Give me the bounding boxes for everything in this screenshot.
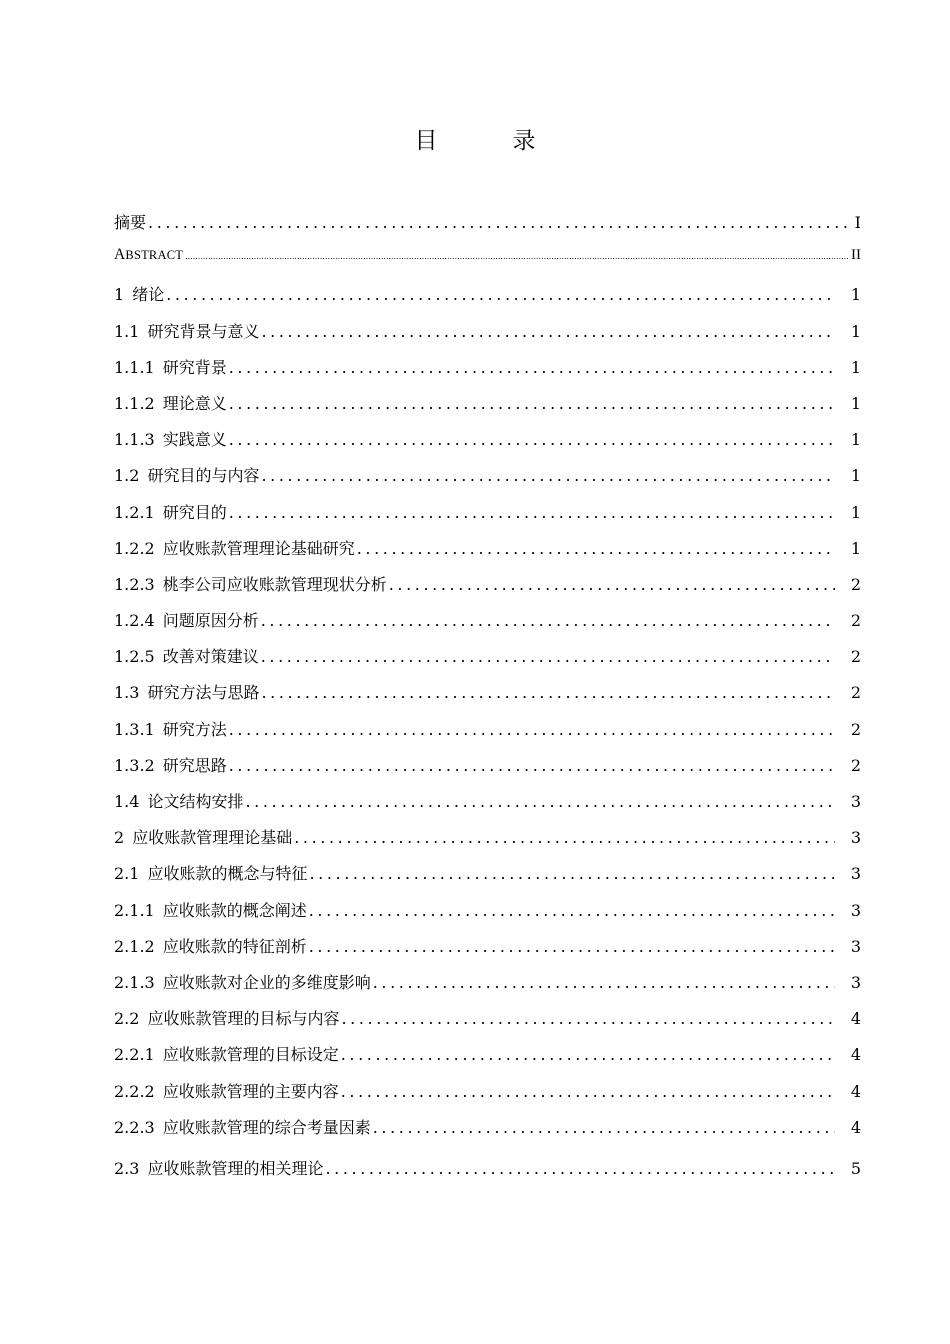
toc-entry[interactable] (114, 572, 861, 608)
toc-entry[interactable] (114, 861, 861, 897)
toc-entry-number: 2.2.3 (114, 1117, 155, 1137)
toc-entry[interactable] (114, 680, 861, 716)
toc-entry-number: 2 (114, 828, 125, 848)
toc-entry-label (114, 644, 259, 667)
toc-entry-text: 应收账款管理的相关理论 (147, 1158, 324, 1178)
toc-entry-abstract-en[interactable] (114, 246, 861, 282)
toc-entry-number: 1 (114, 285, 125, 305)
toc-leader-dots (309, 864, 835, 883)
toc-entry-number: 2.2 (114, 1009, 140, 1029)
toc-entry-number: 1.1.1 (114, 357, 155, 377)
toc-entry-text: 研究方法与思路 (147, 683, 260, 703)
toc-leader-dots (373, 973, 835, 992)
toc-entry-label (114, 1006, 339, 1029)
toc-entry-number: 1.1.3 (114, 430, 155, 450)
toc-page-number: 1 (850, 357, 861, 377)
toc-entry-text: 改善对策建议 (162, 647, 259, 667)
toc-entry-label (114, 789, 243, 812)
toc-leader-dots (341, 1009, 835, 1028)
toc-entry-number: 1.3.1 (114, 719, 155, 739)
toc-entry-text: 应收账款对企业的多维度影响 (162, 972, 371, 992)
table-of-contents (114, 210, 861, 1192)
toc-entry-number: 1.2.1 (114, 502, 155, 522)
toc-page-number: 3 (850, 900, 861, 920)
toc-page-number: 2 (850, 683, 861, 703)
toc-entry-label (114, 572, 387, 595)
toc-entry-label (114, 536, 355, 559)
toc-entry-label: 摘要 (114, 213, 147, 232)
toc-leader-dots (341, 1045, 835, 1064)
toc-entry-text: 应收账款的概念阐述 (162, 900, 307, 920)
toc-entry-label (114, 934, 307, 957)
toc-entry-label (114, 1042, 339, 1065)
toc-page-number: 2 (850, 719, 861, 739)
toc-entry[interactable] (114, 1115, 861, 1151)
toc-leader-dots (261, 647, 835, 666)
toc-entry[interactable] (114, 898, 861, 934)
toc-entry-label (114, 355, 227, 378)
toc-page-number: 4 (850, 1117, 861, 1137)
toc-entry[interactable] (114, 753, 861, 789)
toc-page-number: 3 (850, 864, 861, 884)
toc-entry-text: 实践意义 (162, 430, 227, 450)
toc-entry-label (114, 1156, 323, 1179)
toc-entry-number: 2.3 (114, 1158, 140, 1178)
toc-leader-dots (357, 539, 835, 558)
toc-entry-label (114, 282, 164, 305)
toc-entry-number: 2.2.2 (114, 1081, 155, 1101)
toc-entry[interactable] (114, 319, 861, 355)
toc-entry-text: 应收账款管理理论基础 (132, 828, 293, 848)
toc-entry[interactable] (114, 1079, 861, 1115)
toc-entry-label (114, 680, 259, 703)
toc-entry-number: 1.4 (114, 792, 140, 811)
toc-leader-dots (229, 358, 835, 377)
toc-entry-text: 问题原因分析 (162, 611, 259, 631)
toc-entry[interactable] (114, 1042, 861, 1078)
toc-page-number: 5 (850, 1158, 861, 1178)
toc-page-number: 1 (850, 321, 861, 341)
toc-page-number: I (854, 213, 861, 232)
toc-leader-dots (166, 285, 835, 304)
toc-entry[interactable] (114, 934, 861, 970)
toc-entry[interactable] (114, 1006, 861, 1042)
toc-leader-dots (389, 575, 835, 594)
toc-entry-number: 1.2.5 (114, 647, 155, 667)
toc-entry-number: 2.1.3 (114, 972, 155, 992)
toc-entry-text: 应收账款管理的目标与内容 (147, 1009, 340, 1029)
toc-leader-dots (261, 466, 835, 485)
toc-page-number: 4 (850, 1009, 861, 1029)
toc-entry-text: 研究方法 (162, 719, 227, 739)
toc-entry-text: 应收账款的概念与特征 (147, 864, 308, 884)
toc-entry-text: 桃李公司应收账款管理现状分析 (162, 574, 387, 594)
toc-leader-dots (229, 720, 835, 739)
toc-leader-dots (373, 1118, 835, 1137)
toc-page-number: 1 (850, 430, 861, 450)
toc-page-number: 1 (850, 538, 861, 558)
toc-entry-label (114, 608, 259, 631)
toc-page-number: 1 (850, 502, 861, 522)
toc-entry-label-rest: BSTRACT (125, 248, 184, 263)
toc-entry-text: 论文结构安排 (147, 792, 244, 811)
toc-page-number: 3 (850, 828, 861, 848)
toc-entry-text: 应收账款管理的主要内容 (162, 1081, 339, 1101)
toc-page-number: 1 (850, 466, 861, 486)
toc-entry-text: 应收账款的特征剖析 (162, 936, 307, 956)
toc-leader-dots (341, 1082, 835, 1101)
toc-entry-label (114, 1115, 371, 1138)
toc-leader-dots (261, 683, 835, 702)
toc-entry-text: 研究目的与内容 (147, 466, 260, 486)
toc-entry[interactable] (114, 427, 861, 463)
toc-entry-label (114, 463, 259, 486)
toc-entry-number: 2.1.2 (114, 936, 155, 956)
toc-entry-number: 1.1 (114, 321, 140, 341)
toc-entry-text: 理论意义 (162, 393, 227, 413)
toc-entry-label (114, 1079, 339, 1102)
toc-entry-text: 研究思路 (162, 755, 227, 775)
toc-entry-label (114, 717, 227, 740)
toc-entry-label (114, 753, 227, 776)
toc-entry[interactable] (114, 282, 861, 318)
toc-page-number: 3 (850, 972, 861, 992)
toc-entry[interactable] (114, 717, 861, 753)
toc-page-number: 1 (850, 393, 861, 413)
toc-entry-label (114, 898, 307, 921)
toc-page-number: 2 (850, 755, 861, 775)
toc-entry-label (114, 246, 183, 264)
toc-leader-dots (229, 430, 835, 449)
toc-entry-number: 1.2.4 (114, 611, 155, 631)
toc-entry[interactable] (114, 970, 861, 1006)
toc-entry-label (114, 861, 307, 884)
toc-entry[interactable] (114, 500, 861, 536)
toc-entry-label (114, 825, 292, 848)
toc-entry[interactable] (114, 825, 861, 861)
toc-entry-label (114, 970, 371, 993)
toc-page-number: 3 (850, 792, 861, 811)
toc-entry[interactable] (114, 644, 861, 680)
toc-leader-dots (309, 937, 835, 956)
toc-entry-label (114, 391, 227, 414)
toc-entry-number: 1.2 (114, 466, 140, 486)
toc-entry-text: 研究背景与意义 (147, 321, 260, 341)
toc-entry-number: 2.1.1 (114, 900, 155, 920)
toc-entry[interactable] (114, 355, 861, 391)
toc-entry-abstract-cn[interactable] (114, 210, 861, 246)
toc-leader-dots (294, 828, 835, 847)
toc-leader-dots (229, 503, 835, 522)
toc-entry-number: 2.1 (114, 864, 140, 884)
toc-page-number: 1 (850, 285, 861, 305)
toc-entry-text: 应收账款管理的目标设定 (162, 1045, 339, 1065)
toc-leader-dots (245, 792, 835, 811)
toc-leader-dots (229, 756, 835, 775)
toc-page-number: 3 (850, 936, 861, 956)
toc-entry-label (114, 319, 259, 342)
toc-leader-dots (325, 1159, 835, 1178)
toc-page-number: 2 (850, 647, 861, 667)
toc-page-number: 4 (850, 1081, 861, 1101)
toc-entry[interactable] (114, 536, 861, 572)
toc-entry-text: 研究背景 (162, 357, 227, 377)
toc-title: 目 录 (414, 128, 562, 154)
toc-entry-text: 应收账款管理理论基础研究 (162, 538, 355, 558)
toc-entry-number: 1.3.2 (114, 755, 155, 775)
toc-leader-dots (229, 394, 835, 413)
toc-leader-dots (309, 901, 835, 920)
toc-entry-label (114, 427, 227, 450)
toc-entry-number: 1.1.2 (114, 393, 155, 413)
toc-entry-label (114, 500, 227, 523)
toc-leader-dots (261, 611, 835, 630)
toc-page-number: 2 (850, 574, 861, 594)
toc-leader-dots (148, 213, 853, 232)
toc-entry-text: 研究目的 (162, 502, 227, 522)
toc-page-number: II (851, 247, 861, 264)
toc-entry-text: 应收账款管理的综合考量因素 (162, 1117, 371, 1137)
toc-entry[interactable] (114, 789, 861, 825)
toc-entry[interactable] (114, 463, 861, 499)
toc-leader-dots (185, 252, 849, 261)
toc-entry[interactable] (114, 391, 861, 427)
toc-entry-number: 2.2.1 (114, 1045, 155, 1065)
toc-entry[interactable] (114, 1156, 861, 1192)
toc-page-number: 2 (850, 611, 861, 631)
toc-entry-number: 1.2.3 (114, 574, 155, 594)
toc-entry-text: 绪论 (132, 285, 165, 305)
toc-entry[interactable] (114, 608, 861, 644)
toc-page-number: 4 (850, 1045, 861, 1065)
toc-entry-label-initial: A (114, 246, 126, 264)
toc-entry-number: 1.3 (114, 683, 140, 703)
toc-leader-dots (261, 322, 835, 341)
toc-entry-list (114, 282, 861, 1192)
toc-entry-number: 1.2.2 (114, 538, 155, 558)
